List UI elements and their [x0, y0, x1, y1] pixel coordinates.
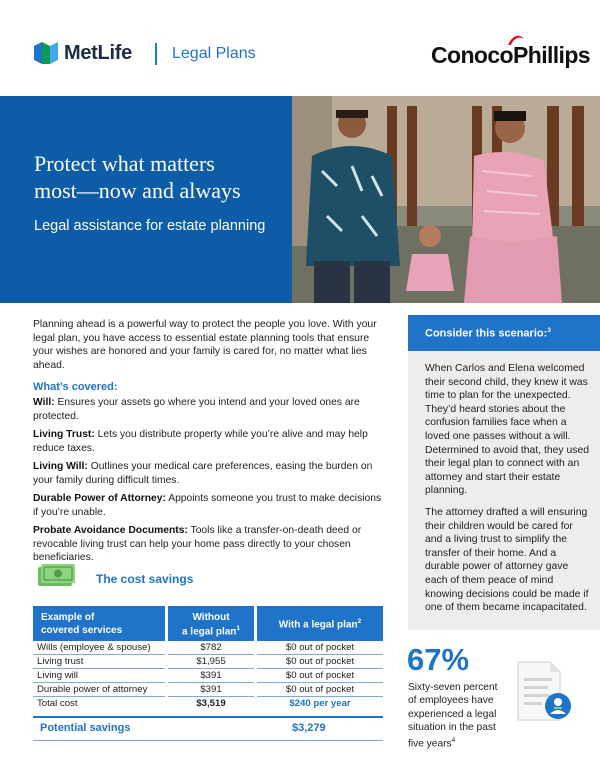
table-header-services: Example of covered services — [33, 606, 165, 641]
stat-percentage: 67% — [407, 642, 470, 677]
covered-item-power-of-attorney: Durable Power of Attorney: Appoints someone you trust to make decisions if you’re unable. — [33, 493, 382, 518]
intro-paragraph: Planning ahead is a powerful way to protect the people you love. With your legal plan, you have access to essential estate planning tools that ensure your wishes are honored and your family is cared for, no matter what lies ahead. — [33, 319, 377, 371]
covered-heading: What’s covered: — [33, 381, 118, 393]
hero-subtitle: Legal assistance for estate planning — [34, 218, 266, 234]
covered-list — [33, 396, 383, 570]
family-photo — [292, 96, 600, 303]
metlife-logo-icon — [34, 42, 58, 64]
money-icon — [36, 562, 76, 588]
potential-savings-label: Potential savings — [40, 722, 131, 734]
scenario-text: When Carlos and Elena welcomed their second child, they knew it was time to plan for the unexpected. They’d heard stories about the confusion families face when a loved one passes without a will. Determined to avoid that, they used their legal plan to connect with an attorney and start their estate planning. The attorney drafted a will ensuring their children would be cared for and a living trust to simplify the transfer of their home. And a durable power of attorney gave each of them peace of mind knowing decisions could be made if one of them became incapacitated. — [425, 363, 590, 614]
table-row: Durable power of attorney $391 $0 out of pocket — [37, 684, 355, 695]
covered-item-will: Will: Ensures your assets go where you intend and your loved ones are protected. — [33, 397, 360, 422]
metlife-brand: MetLife — [64, 42, 132, 64]
partner-logo: ConocoPhillips — [431, 42, 590, 68]
covered-item-probate: Probate Avoidance Documents: Tools like a transfer-on-death deed or revocable living trust can help your home pass directly to your chosen beneficiaries. — [33, 525, 362, 563]
savings-bottom-divider — [33, 740, 383, 741]
table-header-without: Without a legal plan$^1$ — [168, 606, 254, 641]
potential-savings-value: $3,279 — [292, 722, 326, 734]
stat-description: Sixty-seven percent of employees have experienced a legal situation in the past five years$^4$ — [408, 682, 498, 750]
table-row-total: Total cost $3,519 $240 per year — [37, 698, 351, 709]
partner-swoosh-icon — [506, 33, 526, 47]
page-header — [0, 0, 600, 96]
table-row: Wills (employee & spouse) $782 $0 out of pocket — [37, 642, 355, 653]
scenario-title: Consider this scenario:$^3$ — [425, 327, 551, 340]
header-divider — [155, 43, 157, 65]
table-row: Living trust $1,955 $0 out of pocket — [37, 656, 355, 667]
covered-item-living-will: Living Will: Outlines your medical care preferences, easing the burden on your family during difficult times. — [33, 461, 373, 486]
product-name: Legal Plans — [172, 45, 256, 62]
hero-title: Protect what matters most—now and always — [34, 151, 241, 203]
savings-divider — [33, 716, 383, 718]
table-row: Living will $391 $0 out of pocket — [37, 670, 355, 681]
covered-item-living-trust: Living Trust: Lets you distribute property while you’re alive and may help reduce taxes. — [33, 429, 368, 454]
legal-document-icon — [508, 654, 580, 724]
table-header-with: With a legal plan$^2$ — [257, 606, 383, 641]
cost-savings-heading: The cost savings — [96, 572, 194, 586]
